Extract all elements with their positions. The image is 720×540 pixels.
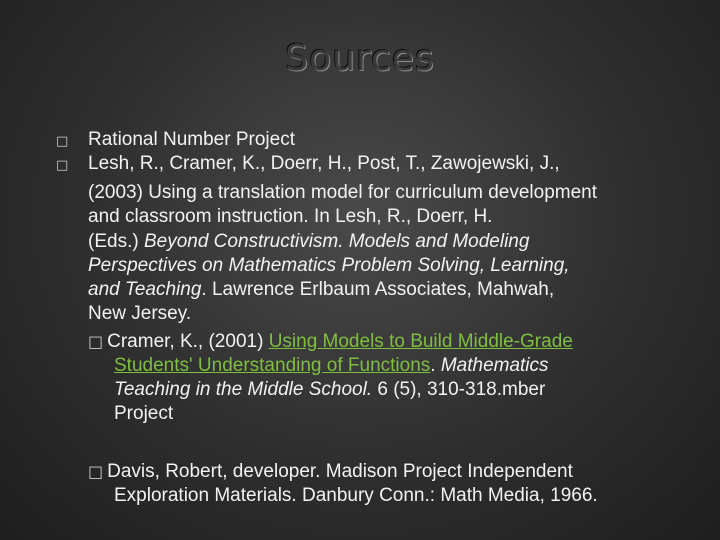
citation-text: Cramer, K., (2001) — [107, 331, 269, 352]
source-item-2-line: (2003) Using a translation model for curriculum development — [88, 182, 598, 203]
journal-title: Teaching in the Middle School. — [114, 379, 373, 400]
citation-text: . Lawrence Erlbaum Associates, Mahwah, — [201, 279, 555, 300]
slide-title: Sources — [285, 38, 435, 79]
bullet-icon: □ — [56, 158, 69, 173]
journal-title: Mathematics — [440, 355, 549, 376]
book-title: Perspectives on Mathematics Problem Solving, Learning, — [88, 255, 570, 276]
book-title: and Teaching — [88, 279, 202, 300]
citation-text: . — [430, 355, 441, 376]
citation-text: Davis, Robert, developer. Madison Project Independent — [107, 461, 573, 482]
sub-item-1-line — [114, 354, 549, 378]
citation-link[interactable]: Using Models to Build Middle-Grade — [268, 331, 573, 352]
source-item-1: Rational Number Project — [88, 129, 295, 150]
source-item-2-line: and classroom instruction. In Lesh, R., Doerr, H. — [88, 206, 493, 227]
source-item-2-line: New Jersey. — [88, 303, 192, 324]
sub-item-1-line: Project — [114, 403, 174, 424]
source-item-2-line: Lesh, R., Cramer, K., Doerr, H., Post, T., Zawojewski, J., — [88, 153, 560, 174]
source-item-2-line — [88, 230, 529, 254]
source-item-2-line — [88, 278, 554, 302]
sub-item-2-line: Exploration Materials. Danbury Conn.: Math Media, 1966. — [114, 485, 598, 506]
sub-item-1-line — [114, 378, 545, 402]
bullet-icon: □ — [56, 134, 69, 149]
citation-text: 6 (5), 310-318.mber — [372, 379, 546, 400]
source-item-2-line — [88, 254, 570, 278]
sub-item-2 — [88, 460, 573, 484]
sub-bullet-icon: □ — [88, 462, 104, 481]
sub-bullet-icon: □ — [88, 332, 104, 351]
citation-link[interactable]: Students' Understanding of Functions — [114, 355, 431, 376]
citation-text: (Eds.) — [88, 231, 144, 252]
sub-item-1 — [88, 330, 573, 354]
book-title: Beyond Constructivism. Models and Modeling — [143, 231, 530, 252]
